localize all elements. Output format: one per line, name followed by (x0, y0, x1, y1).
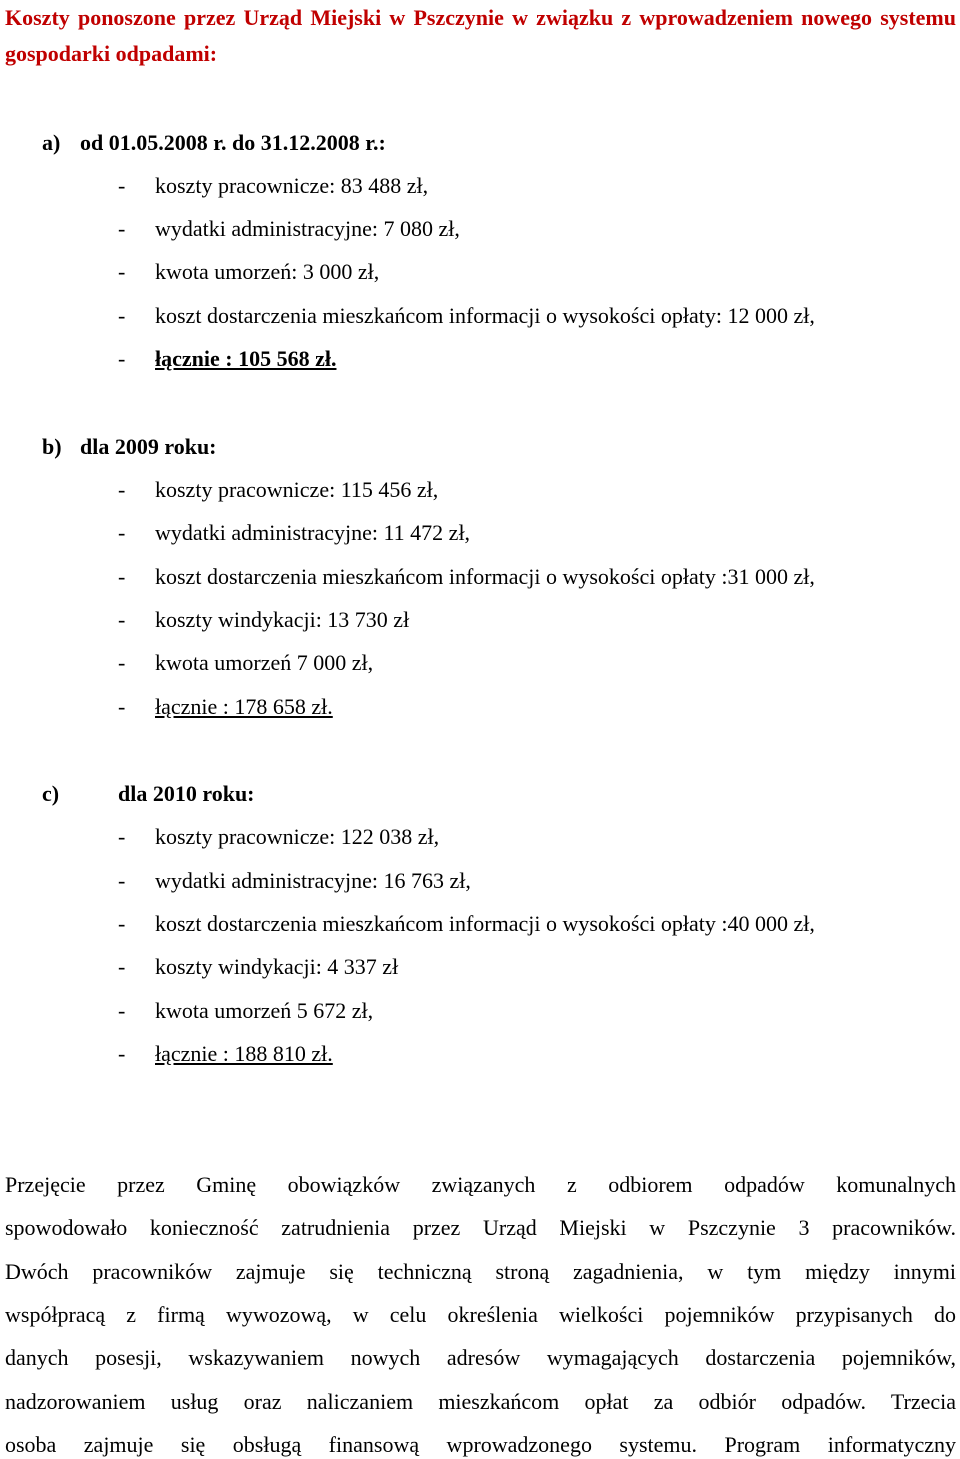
list-dash: - (118, 911, 126, 936)
paragraph-line: spowodowało konieczność zatrudnienia przez Urząd Miejski w Pszczynie 3 pracowników. (5, 1215, 956, 1240)
section-b-item: koszty windykacji: 13 730 zł (155, 607, 410, 632)
section-c-item: koszty pracownicze: 122 038 zł, (155, 824, 440, 849)
paragraph-line: Przejęcie przez Gminę obowiązków związanych z odbiorem odpadów komunalnych (5, 1172, 956, 1197)
list-dash: - (118, 564, 126, 589)
list-dash: - (118, 650, 126, 675)
section-c-total: łącznie : 188 810 zł. (155, 1041, 333, 1066)
list-dash: - (118, 954, 126, 979)
section-b-item: kwota umorzeń 7 000 zł, (155, 650, 374, 675)
list-dash: - (118, 520, 126, 545)
section-c-item: kwota umorzeń 5 672 zł, (155, 998, 374, 1023)
paragraph-line: osoba zajmuje się obsługą finansową wprowadzonego systemu. Program informatyczny (5, 1432, 956, 1457)
list-dash: - (118, 1041, 126, 1066)
list-dash: - (118, 173, 126, 198)
list-dash: - (118, 477, 126, 502)
paragraph-line: współpracą z firmą wywozową, w celu określenia wielkości pojemników przypisanych do (5, 1302, 956, 1327)
section-b-item: wydatki administracyjne: 11 472 zł, (155, 520, 471, 545)
list-dash: - (118, 694, 126, 719)
list-dash: - (118, 868, 126, 893)
list-dash: - (118, 303, 126, 328)
section-c-item: wydatki administracyjne: 16 763 zł, (155, 868, 471, 893)
list-dash: - (118, 607, 126, 632)
section-b-total: łącznie : 178 658 zł. (155, 694, 333, 719)
paragraph-line: nadzorowaniem usług oraz naliczaniem mieszkańcom opłat za odbiór odpadów. Trzecia (5, 1389, 956, 1414)
list-dash: - (118, 998, 126, 1023)
list-dash: - (118, 346, 126, 371)
paragraph-line: Dwóch pracowników zajmuje się techniczną stroną zagadnienia, w tym między innymi (5, 1259, 956, 1284)
section-a-item: wydatki administracyjne: 7 080 zł, (155, 216, 460, 241)
document-heading: Koszty ponoszone przez Urząd Miejski w Pszczynie w związku z wprowadzeniem nowego systemu gospodarki odpadami: (5, 5, 956, 66)
section-b-item: koszt dostarczenia mieszkańcom informacji o wysokości opłaty :31 000 zł, (155, 564, 815, 589)
section-b-title: dla 2009 roku: (80, 434, 217, 459)
paragraph-line: danych posesji, wskazywaniem nowych adresów wymagających dostarczenia pojemników, (5, 1345, 956, 1370)
section-a-total: łącznie : 105 568 zł. (155, 346, 337, 371)
section-a-item: koszt dostarczenia mieszkańcom informacji o wysokości opłaty: 12 000 zł, (155, 303, 815, 328)
section-a-item: kwota umorzeń: 3 000 zł, (155, 259, 380, 284)
section-c-marker: c) (42, 781, 60, 806)
section-b-item: koszty pracownicze: 115 456 zł, (155, 477, 439, 502)
section-b-marker: b) (42, 434, 62, 459)
list-dash: - (118, 824, 126, 849)
section-a-item: koszty pracownicze: 83 488 zł, (155, 173, 429, 198)
list-dash: - (118, 216, 126, 241)
section-a-marker: a) (42, 130, 61, 155)
section-c-item: koszt dostarczenia mieszkańcom informacji o wysokości opłaty :40 000 zł, (155, 911, 815, 936)
section-c-title: dla 2010 roku: (118, 781, 255, 806)
section-a-title: od 01.05.2008 r. do 31.12.2008 r.: (80, 130, 386, 155)
list-dash: - (118, 259, 126, 284)
section-c-item: koszty windykacji: 4 337 zł (155, 954, 399, 979)
